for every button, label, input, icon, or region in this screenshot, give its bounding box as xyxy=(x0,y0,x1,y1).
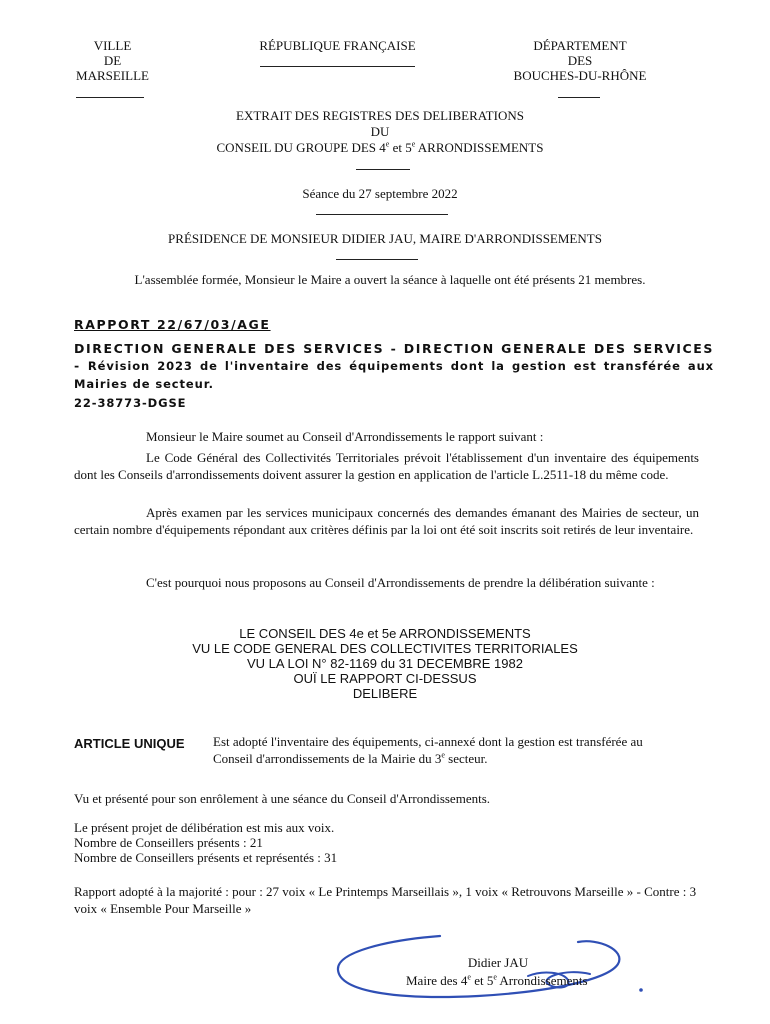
article-text xyxy=(213,733,713,767)
extract-text: CONSEIL DU GROUPE DES 4 xyxy=(216,140,386,155)
article-text-span: secteur. xyxy=(444,751,488,766)
header-department-line: BOUCHES-DU-RHÔNE xyxy=(513,68,647,83)
extract-rule xyxy=(356,169,410,170)
article-text-line: Est adopté l'inventaire des équipements, ci-annexé dont la gestion est transférée au xyxy=(213,734,643,749)
sup: e xyxy=(385,139,390,149)
extract-text: ARRONDISSEMENTS xyxy=(415,140,544,155)
rapport-subtitle-inline: Révision 2023 de l'inventaire des équipements dont la gestion est transférée aux Mairies de secteur. xyxy=(74,359,714,391)
extract-text: et 5 xyxy=(389,140,412,155)
vote-line: Nombre de Conseillers présents : 21 xyxy=(74,835,263,850)
vote-block xyxy=(74,820,714,865)
deliberation-block xyxy=(130,626,640,701)
rapport-title: DIRECTION GENERALE DES SERVICES - DIRECTION GENERALE DES SERVICES - Révision 2023 de l'inventaire des équipements dont la gestion est transférée aux Mairies de secteur. xyxy=(74,341,714,391)
body-paragraph-3: C'est pourquoi nous proposons au Conseil d'Arrondissements de prendre la délibération suivante : xyxy=(146,575,655,590)
signature-text: et 5 xyxy=(470,973,494,988)
header-city-line: MARSEILLE xyxy=(76,68,149,83)
sup: e xyxy=(411,139,416,149)
signature-name: Didier JAU xyxy=(467,955,529,970)
article-text-span: Conseil d'arrondissements de la Mairie du 3 xyxy=(213,751,442,766)
header-left-rule xyxy=(76,97,144,98)
header-department-line: DES xyxy=(567,53,593,68)
header-department-line: DÉPARTEMENT xyxy=(533,38,627,53)
seance-rule xyxy=(316,214,448,215)
deliberation-line: VU LA LOI N° 82-1169 du 31 DECEMBRE 1982 xyxy=(247,656,523,671)
presidence-rule xyxy=(336,259,418,260)
header-center-rule xyxy=(260,66,415,67)
rapport-number: RAPPORT 22/67/03/AGE xyxy=(74,317,271,332)
extract-line: EXTRAIT DES REGISTRES DES DELIBERATIONS xyxy=(236,108,524,123)
deliberation-line: DELIBERE xyxy=(352,686,418,701)
rapport-reference: 22-38773-DGSE xyxy=(74,396,187,410)
sup: e xyxy=(467,972,471,982)
vu-presente: Vu et présenté pour son enrôlement à une séance du Conseil d'Arrondissements. xyxy=(74,791,491,806)
header-city xyxy=(60,38,165,83)
adopted: Rapport adopté à la majorité : pour : 27 voix « Le Printemps Marseillais », 1 voix « Retrouvons Marseille » - Contre : 3 voix « Ensemble Pour Marseille » xyxy=(74,884,697,916)
extract-line: DU xyxy=(370,124,390,139)
deliberation-line: VU LE CODE GENERAL DES COLLECTIVITES TERRITORIALES xyxy=(192,641,578,656)
vote-line: Le présent projet de délibération est mis aux voix. xyxy=(74,820,335,835)
extract-title xyxy=(170,108,590,156)
deliberation-line: OUÏ LE RAPPORT CI-DESSUS xyxy=(293,671,477,686)
sup: e xyxy=(493,972,497,982)
article-label: ARTICLE UNIQUE xyxy=(74,736,185,751)
signature-text: Maire des 4 xyxy=(406,973,468,988)
header-right-rule xyxy=(558,97,600,98)
signature-text: Arrondissements xyxy=(496,973,588,988)
vote-line: Nombre de Conseillers présents et représentés : 31 xyxy=(74,850,338,865)
seance-date: Séance du 27 septembre 2022 xyxy=(302,186,458,201)
article-text-line xyxy=(213,750,713,767)
signature-title xyxy=(406,973,626,989)
header-republic: RÉPUBLIQUE FRANÇAISE xyxy=(259,38,416,53)
body-intro: Monsieur le Maire soumet au Conseil d'Arrondissements le rapport suivant : xyxy=(146,429,544,444)
assemblee: L'assemblée formée, Monsieur le Maire a ouvert la séance à laquelle ont été présents 21 membres. xyxy=(134,272,646,287)
extract-line xyxy=(170,140,590,156)
body-paragraph-2: Après examen par les services municipaux concernés des demandes émanant des Mairies de secteur, un certain nombre d'équipements répondant aux critères définis par la loi ont été soit inscrits soit retirés de leur inventaire. xyxy=(74,505,699,537)
header-department xyxy=(500,38,660,83)
sup: e xyxy=(441,750,445,760)
header-city-line: DE xyxy=(103,53,122,68)
header-city-line: VILLE xyxy=(93,38,132,53)
deliberation-line: LE CONSEIL DES 4e et 5e ARRONDISSEMENTS xyxy=(239,626,531,641)
body-paragraph-1: Le Code Général des Collectivités Territoriales prévoit l'établissement d'un inventaire des équipements dont les Conseils d'arrondissements doivent assurer la gestion en application de l'article L.2511-18 du même code. xyxy=(74,450,699,482)
presidence: PRÉSIDENCE DE MONSIEUR DIDIER JAU, MAIRE D'ARRONDISSEMENTS xyxy=(168,231,602,246)
